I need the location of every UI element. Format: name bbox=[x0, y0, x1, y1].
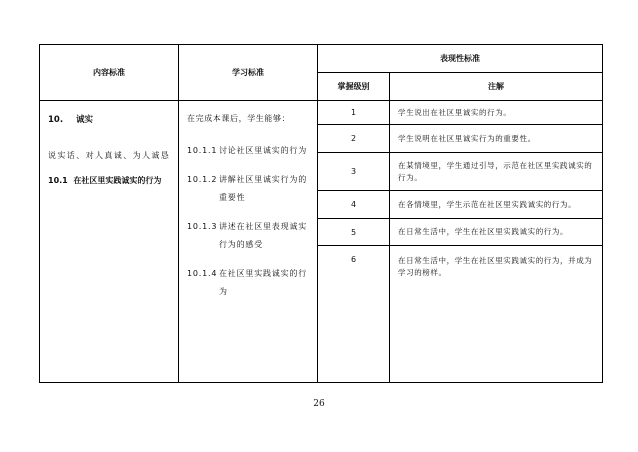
learning-standard-header: 学习标准 bbox=[179, 45, 318, 101]
note-cell: 在日常生活中，学生在社区里实践诚实的行为。 bbox=[390, 219, 603, 246]
note-cell: 在某情境里，学生通过引导，示范在社区里实践诚实的行为。 bbox=[390, 153, 603, 191]
note-cell: 在日常生活中，学生在社区里实践诚实的行为，并成为学习的榜样。 bbox=[390, 246, 603, 383]
content-standard-cell bbox=[40, 101, 179, 383]
note-header: 注解 bbox=[390, 73, 603, 101]
level-cell: 1 bbox=[318, 101, 390, 125]
learning-item-number: 10.1.1 bbox=[187, 146, 218, 155]
performance-standard-header: 表现性标准 bbox=[318, 45, 603, 73]
note-cell: 学生说出在社区里诚实的行为。 bbox=[390, 101, 603, 125]
standards-table bbox=[39, 44, 603, 383]
content-intro: 说实话、对人真诚、为人诚恳 bbox=[48, 151, 171, 160]
learning-item-number: 10.1.3 bbox=[187, 222, 218, 231]
learning-item-text: 讨论社区里诚实的行为 bbox=[219, 146, 307, 155]
level-cell: 4 bbox=[318, 191, 390, 219]
content-sub-title: 在社区里实践诚实的行为 bbox=[73, 176, 162, 185]
learning-item-text: 讲解社区里诚实行为的重要性 bbox=[219, 175, 307, 202]
learning-item bbox=[187, 265, 313, 301]
learning-standard-cell bbox=[179, 101, 318, 383]
level-cell: 5 bbox=[318, 219, 390, 246]
learning-item bbox=[187, 142, 313, 160]
note-cell: 学生说明在社区里诚实行为的重要性。 bbox=[390, 125, 603, 153]
content-title bbox=[48, 113, 172, 125]
learning-item bbox=[187, 218, 313, 254]
page-number: 26 bbox=[313, 399, 325, 409]
content-title-text: 诚实 bbox=[76, 115, 94, 125]
note-cell: 在各情境里，学生示范在社区里实践诚实的行为。 bbox=[390, 191, 603, 219]
content-standard-header: 内容标准 bbox=[40, 45, 179, 101]
level-cell: 6 bbox=[318, 246, 390, 383]
content-number: 10. bbox=[48, 115, 64, 125]
level-cell: 2 bbox=[318, 125, 390, 153]
learning-item-number: 10.1.4 bbox=[187, 269, 218, 278]
learning-item-text: 在社区里实践诚实的行为 bbox=[219, 269, 307, 296]
learning-item bbox=[187, 171, 313, 207]
learning-intro: 在完成本课后，学生能够： bbox=[187, 114, 291, 123]
level-header: 掌握级别 bbox=[318, 73, 390, 101]
content-subtitle bbox=[48, 175, 172, 186]
level-cell: 3 bbox=[318, 153, 390, 191]
learning-item-text: 讲述在社区里表现诚实行为的感受 bbox=[219, 222, 307, 249]
content-sub-number: 10.1 bbox=[48, 176, 68, 185]
learning-item-number: 10.1.2 bbox=[187, 175, 218, 184]
